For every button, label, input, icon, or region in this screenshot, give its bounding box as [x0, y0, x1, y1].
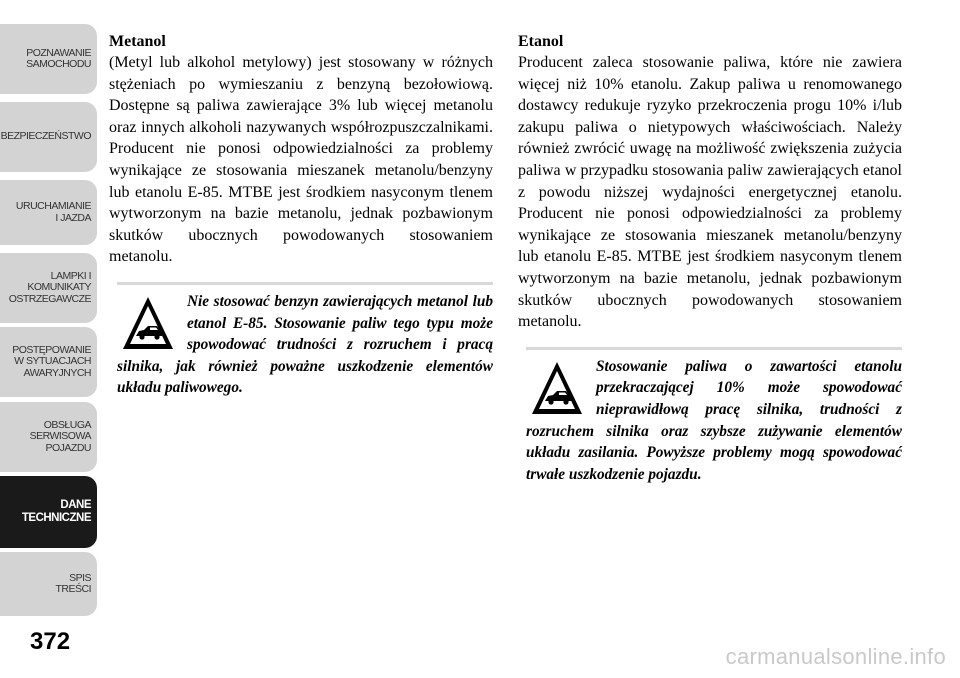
- section-body-etanol: Producent zaleca stosowanie paliwa, które nie zawiera więcej niż 10% etanolu. Zakup paliwa u renomowanego dostawcy redukuje ryzyko przekroczenia progu 10% i/lub zakupu paliwa o nietypowych właściwościach. Należy również zwrócić uwagę na możliwość zwiększenia zużycia paliwa w przypadku stosowania paliw zawierających etanol z powodu niższej wydajności energetycznej etanolu. Producent nie ponosi odpowiedzialności za problemy wynikające ze stosowania mieszanek metanolu/benzyny lub etanolu E-85. MTBE jest środkiem nasyconym tlenem wytworzonym na bazie metanolu, jednak pozbawionym skutków ubocznych powodowanych stosowaniem metanolu.: [518, 54, 902, 331]
- watermark: carmanualsonline.info: [725, 644, 946, 669]
- tab-obsluga-serwisowa[interactable]: OBSŁUGA SERWISOWA POJAZDU: [0, 402, 97, 472]
- page-number: 372: [30, 628, 71, 655]
- tab-bezpieczenstwo[interactable]: BEZPIECZEŃSTWO: [0, 102, 97, 172]
- warning-triangle-car-icon: [530, 360, 584, 416]
- warning-triangle-car-icon: [121, 295, 175, 351]
- section-body-metanol: (Metyl lub alkohol metylowy) jest stosowany w różnych stężeniach po wymieszaniu z benzyną bezołowiową. Dostępne są paliwa zawierające 3% lub więcej metanolu oraz innych alkoholi nazywanych współrozpuszczalnikami. Producent nie ponosi odpowiedzialności za problemy wynikające ze stosowania mieszanek metanolu/benzyny lub etanolu E-85. MTBE jest środkiem nasyconym tlenem wytworzonym na bazie metanolu, jednak pozbawionym skutków ubocznych powodowanych stosowaniem metanolu.: [109, 54, 493, 266]
- tab-postepowanie-awaryjne[interactable]: POSTĘPOWANIE W SYTUACJACH AWARYJNYCH: [0, 327, 97, 397]
- warning-box-metanol: [117, 282, 493, 399]
- tab-spis-tresci[interactable]: SPIS TREŚCI: [0, 552, 97, 616]
- section-heading-etanol: Etanol: [518, 33, 564, 50]
- tab-poznawanie-samochodu[interactable]: POZNAWANIE SAMOCHODU: [0, 24, 97, 94]
- chapter-tabs: [0, 0, 97, 610]
- section-heading-metanol: Metanol: [109, 33, 166, 50]
- right-column: [518, 31, 902, 485]
- tab-uruchamianie-i-jazda[interactable]: URUCHAMIANIE I JAZDA: [0, 180, 97, 245]
- tab-lampki-i-komunikaty[interactable]: LAMPKI I KOMUNIKATY OSTRZEGAWCZE: [0, 253, 97, 323]
- warning-text-metanol: Nie stosować benzyn zawierających metanol lub etanol E-85. Stosowanie paliw tego typu może spowodować trudności z rozruchem i pracą silnika, jak również poważne uszkodzenie elementów układu paliwowego.: [117, 292, 493, 397]
- warning-box-etanol: [526, 347, 902, 486]
- left-column: [109, 31, 493, 399]
- warning-text-etanol: Stosowanie paliwa o zawartości etanolu przekraczającej 10% może spowodować nieprawidłową pracę silnika, trudności z rozruchem silnika oraz szybsze zużywanie elementów układu zasilania. Powyższe problemy mogą spowodować trwałe uszkodzenie pojazdu.: [526, 357, 902, 483]
- tab-dane-techniczne[interactable]: DANE TECHNICZNE: [0, 476, 97, 548]
